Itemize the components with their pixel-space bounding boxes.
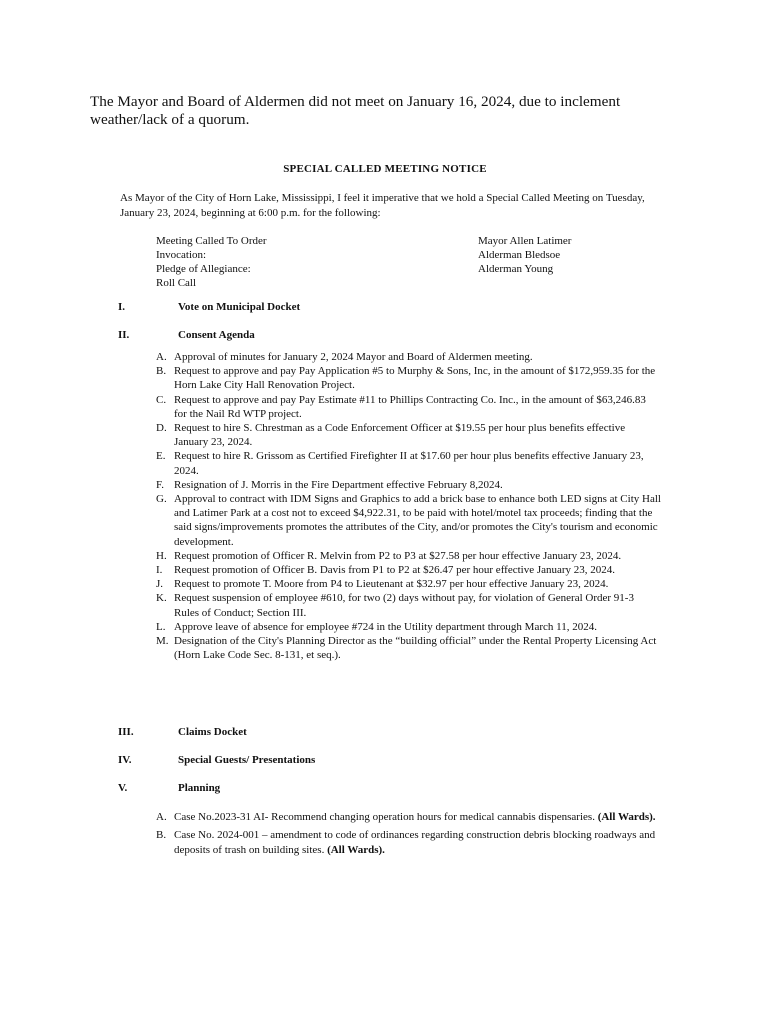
list-item: J. Request to promote T. Moore from P4 to Lieutenant at $32.97 per hour effective January 23, 2024.: [156, 578, 609, 591]
list-item: E. Request to hire R. Grissom as Certified Firefighter II at $17.60 per hour plus benefits effective January 23, 2024.: [156, 450, 644, 477]
ward-label: (All Wards).: [327, 844, 385, 856]
section-label: Planning: [178, 782, 221, 794]
opening-person: Mayor Allen Latimer: [478, 235, 572, 247]
section-label: Claims Docket: [178, 726, 247, 738]
list-item: L. Approve leave of absence for employee #724 in the Utility department through March 11, 2024.: [156, 620, 597, 633]
consent-agenda-list: [156, 350, 661, 662]
list-item: A. Case No.2023-31 AI- Recommend changing operation hours for medical cannabis dispensaries. (All Wards).: [156, 811, 656, 823]
section-number: I.: [118, 301, 126, 313]
list-item: B. Case No. 2024-001 – amendment to code of ordinances regarding construction debris blocking roadways and deposits of trash on building sites. (All Wards).: [156, 829, 656, 856]
list-item: M. Designation of the City's Planning Director as the “building official” under the Rental Property Licensing Act (Horn Lake Code Sec. 8-131, et seq.).: [156, 635, 657, 662]
list-item: C. Request to approve and pay Pay Estimate #11 to Phillips Contracting Co. Inc., in the amount of $63,246.83 for the Nail Rd WTP project.: [156, 393, 646, 420]
list-item: A. Approval of minutes for January 2, 2024 Mayor and Board of Aldermen meeting.: [156, 351, 533, 363]
opening-person: Alderman Bledsoe: [478, 249, 561, 261]
section-number: IV.: [118, 754, 132, 766]
opening-item: Meeting Called To Order: [156, 235, 267, 247]
opening-item: Invocation:: [156, 249, 207, 261]
section-label: Vote on Municipal Docket: [178, 301, 301, 313]
planning-list: [156, 810, 661, 858]
section-number: III.: [118, 726, 134, 738]
section-label: Special Guests/ Presentations: [178, 754, 316, 766]
opening-person: Alderman Young: [478, 263, 554, 275]
ward-label: (All Wards).: [597, 811, 656, 823]
opening-persons: [478, 234, 571, 276]
opening-items: [156, 234, 267, 290]
list-item: F. Resignation of J. Morris in the Fire Department effective February 8,2024.: [156, 478, 503, 491]
list-item: D. Request to hire S. Chrestman as a Code Enforcement Officer at $19.55 per hour plus benefits effective January 23, 2024.: [156, 422, 626, 449]
list-item: B. Request to approve and pay Pay Application #5 to Murphy & Sons, Inc, in the amount of $172,959.35 for the Horn Lake City Hall Renovation Project.: [156, 365, 656, 392]
list-item: G. Approval to contract with IDM Signs and Graphics to add a brick base to enhance both LED signs at City Hall and Latimer Park at a cost not to exceed $4,922.31, to be paid with hotel/motel tax proceeds; finding that the said signs/improvements promotes the attributes of the City, and/or promotes the City's tourism and economic development.: [156, 493, 661, 548]
section-number: II.: [118, 329, 130, 341]
section-number: V.: [118, 782, 128, 794]
opening-item: Roll Call: [156, 277, 197, 289]
intro-note: The Mayor and Board of Aldermen did not meet on January 16, 2024, due to inclement weather/lack of a quorum.: [90, 93, 621, 128]
list-item: I. Request promotion of Officer B. Davis from P1 to P2 at $26.47 per hour effective January 23, 2024.: [156, 564, 616, 577]
list-item: K. Request suspension of employee #610, for two (2) days without pay, for violation of General Order 91-3 Rules of Conduct; Section III.: [156, 592, 634, 619]
notice-paragraph: As Mayor of the City of Horn Lake, Mississippi, I feel it imperative that we hold a Special Called Meeting on Tuesday, January 23, 2024, beginning at 6:00 p.m. for the following:: [120, 192, 645, 219]
list-item: H. Request promotion of Officer R. Melvin from P2 to P3 at $27.58 per hour effective January 23, 2024.: [156, 549, 622, 562]
notice-title: SPECIAL CALLED MEETING NOTICE: [283, 163, 487, 175]
section-label: Consent Agenda: [178, 329, 255, 341]
opening-item: Pledge of Allegiance:: [156, 263, 251, 275]
